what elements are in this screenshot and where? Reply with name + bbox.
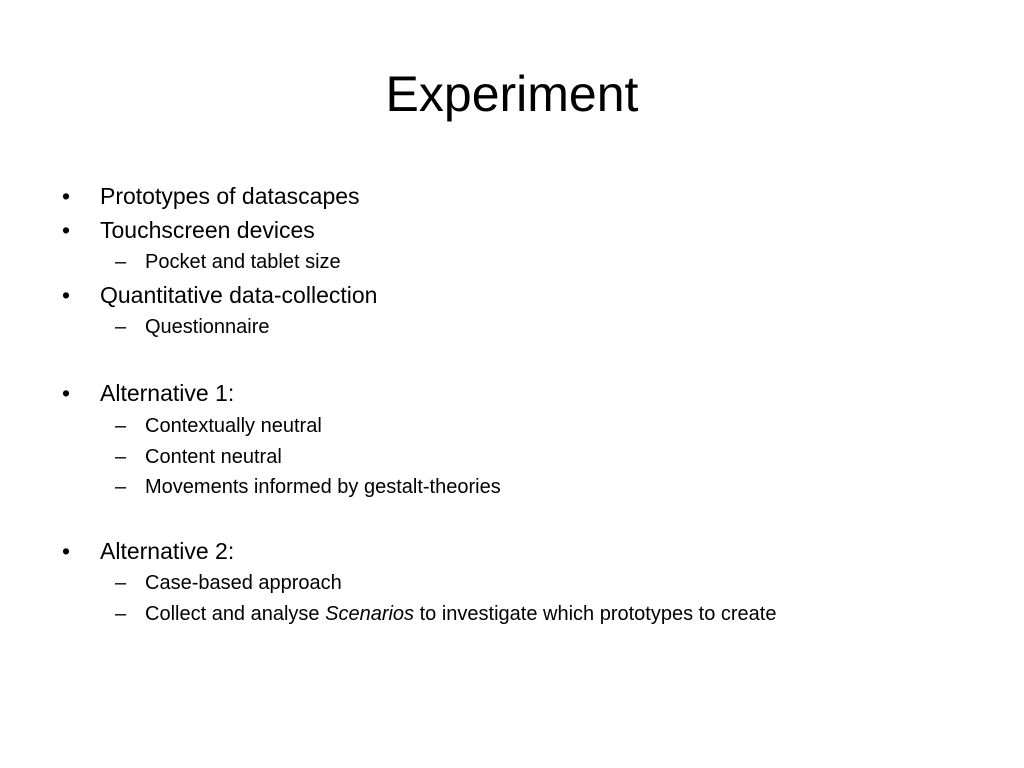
sub-bullet-marker: – — [115, 316, 127, 338]
sub-bullet-text: Case-based approach — [145, 572, 342, 594]
sub-bullet-marker: – — [115, 572, 127, 594]
sub-bullet-item — [115, 314, 270, 340]
sub-bullet-text: Collect and analyse — [145, 603, 326, 625]
sub-bullet-text-continued: to investigate which prototypes to create — [414, 603, 777, 625]
sub-bullet-text: Contextually neutral — [145, 415, 322, 437]
sub-bullet-item — [115, 249, 341, 275]
sub-bullet-item — [115, 413, 322, 439]
italic-term: Scenarios — [325, 603, 415, 625]
sub-bullet-marker: – — [115, 476, 127, 498]
sub-bullet-marker: – — [115, 446, 127, 468]
bullet-text: Touchscreen devices — [100, 217, 315, 243]
bullet-text: Quantitative data-collection — [100, 282, 378, 308]
bullet-item — [62, 536, 235, 566]
bullet-item — [62, 378, 235, 408]
bullet-text: Alternative 2: — [100, 538, 235, 564]
bullet-marker: • — [62, 217, 71, 243]
slide-title: Experiment — [385, 66, 639, 122]
sub-bullet-item — [115, 474, 501, 500]
sub-bullet-text: Pocket and tablet size — [145, 251, 341, 273]
bullet-marker: • — [62, 183, 71, 209]
sub-bullet-marker: – — [115, 603, 127, 625]
sub-bullet-text: Questionnaire — [145, 316, 270, 338]
bullet-text: Alternative 1: — [100, 380, 235, 406]
sub-bullet-item — [115, 570, 342, 596]
sub-bullet-marker: – — [115, 415, 127, 437]
sub-bullet-marker: – — [115, 251, 127, 273]
bullet-marker: • — [62, 380, 71, 406]
bullet-text: Prototypes of datascapes — [100, 183, 360, 209]
bullet-marker: • — [62, 282, 71, 308]
sub-bullet-item — [115, 601, 777, 627]
bullet-marker: • — [62, 538, 71, 564]
bullet-item — [62, 181, 360, 211]
sub-bullet-text: Movements informed by gestalt-theories — [145, 476, 501, 498]
sub-bullet-item — [115, 444, 282, 470]
bullet-item — [62, 215, 315, 245]
bullet-item — [62, 280, 378, 310]
sub-bullet-text: Content neutral — [145, 446, 282, 468]
